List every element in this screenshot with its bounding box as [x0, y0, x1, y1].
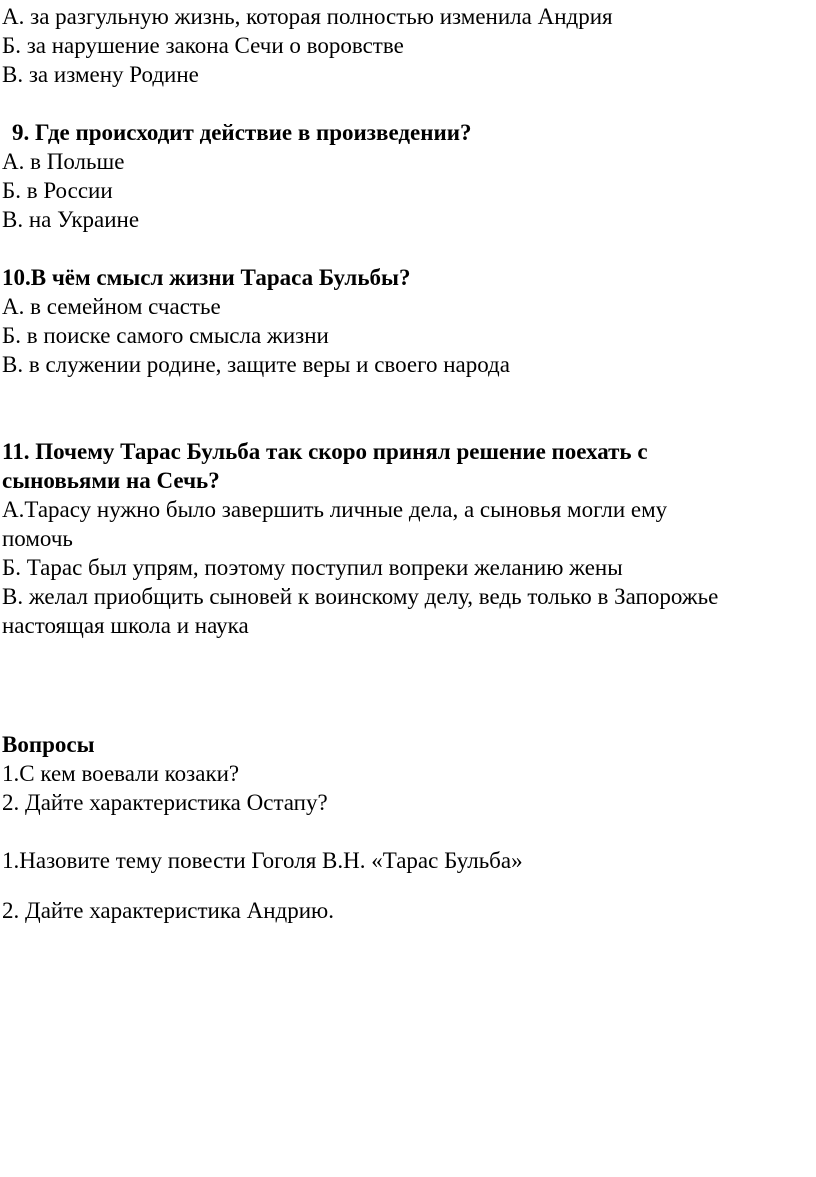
q11-option-a-line2: помочь [2, 526, 73, 551]
q8-option-b: Б. за нарушение закона Сечи о воровстве [2, 33, 404, 58]
q11-option-b: Б. Тарас был упрям, поэтому поступил вопреки желанию жены [2, 555, 623, 580]
q8-option-a: А. за разгульную жизнь, которая полностью изменила Андрия [2, 4, 613, 29]
q11-question-line1: 11. Почему Тарас Бульба так скоро принял решение поехать с [2, 439, 648, 464]
q9-option-b: Б. в России [2, 178, 113, 203]
q10-option-a: А. в семейном счастье [2, 294, 221, 319]
question-item-4: 2. Дайте характеристика Андрию. [2, 898, 334, 923]
question-item-3: 1.Назовите тему повести Гоголя В.Н. «Тарас Бульба» [2, 848, 523, 873]
q10-option-b: Б. в поиске самого смысла жизни [2, 323, 329, 348]
q11-option-a-line1: А.Тарасу нужно было завершить личные дела, а сыновья могли ему [2, 497, 668, 522]
q9-option-a: А. в Польше [2, 149, 125, 174]
q8-option-c: В. за измену Родине [2, 62, 199, 87]
question-item-2: 2. Дайте характеристика Остапу? [2, 790, 328, 815]
q10-question: 10.В чём смысл жизни Тараса Бульбы? [2, 265, 411, 290]
q11-question-line2: сыновьями на Сечь? [2, 468, 220, 493]
q9-question: 9. Где происходит действие в произведении? [12, 120, 472, 145]
q11-option-c-line2: настоящая школа и наука [2, 613, 249, 638]
q11-option-c-line1: В. желал приобщить сыновей к воинскому делу, ведь только в Запорожье [2, 584, 719, 609]
q9-option-c: В. на Украине [2, 207, 140, 232]
question-item-1: 1.С кем воевали козаки? [2, 761, 240, 786]
questions-heading: Вопросы [2, 732, 95, 757]
q10-option-c: В. в служении родине, защите веры и своего народа [2, 352, 510, 377]
